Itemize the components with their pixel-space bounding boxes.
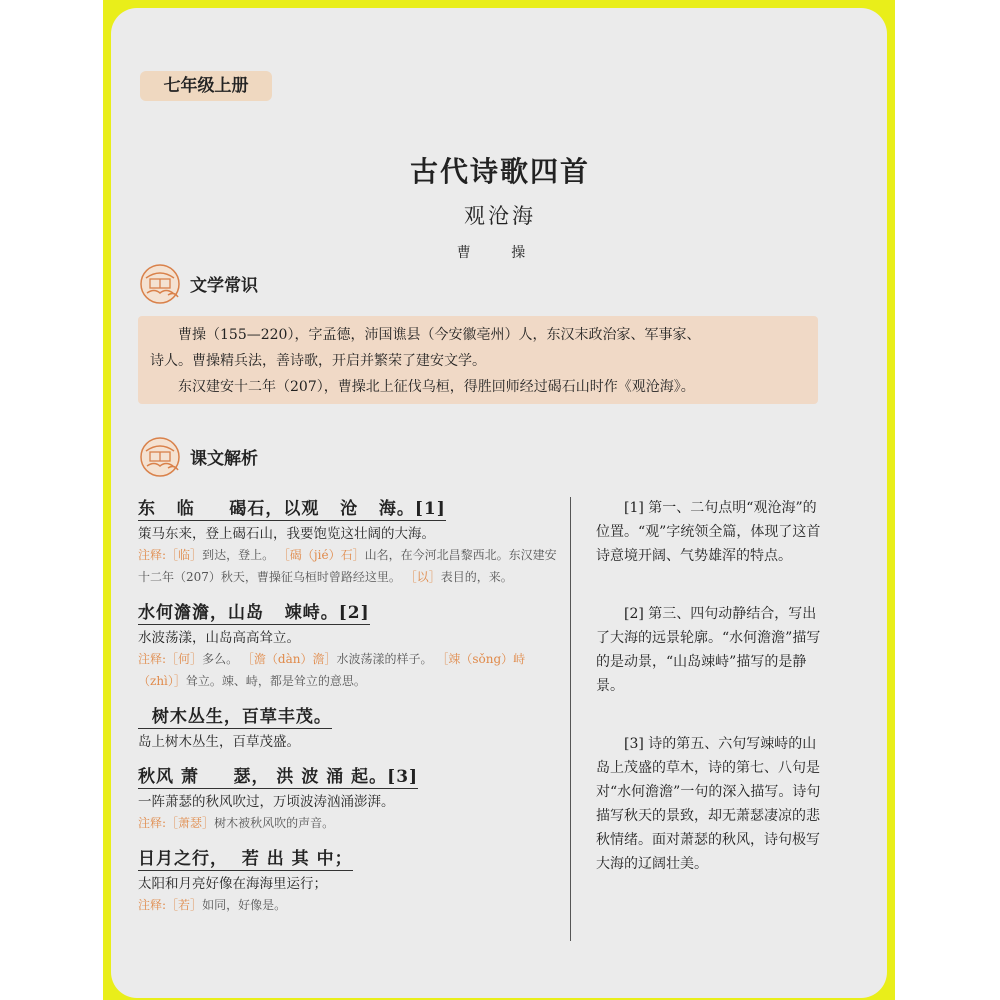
note-key: ［以］	[404, 570, 441, 584]
verse-translation: 太阳和月亮好像在海海里运行；	[138, 876, 327, 892]
note-key: ［萧瑟］	[166, 816, 215, 830]
verse-translation: 水波荡漾，山岛高高耸立。	[138, 630, 300, 646]
section-literature-header	[138, 262, 438, 306]
literature-paragraph: 东汉建安十二年（207），曹操北上征伐乌桓，得胜回师经过碣石山时作《观沧海》。	[178, 379, 695, 395]
note-label: 注释:	[138, 898, 167, 912]
note-key: ［澹（dàn）澹］	[241, 652, 337, 666]
note-text: 水波荡漾的样子。	[336, 652, 433, 666]
section-analysis-label: 课文解析	[190, 449, 258, 469]
note-text: 如同，好像是。	[202, 898, 287, 912]
book-emblem-icon	[138, 262, 184, 306]
verse-line: 水何澹澹，山岛 竦峙。[2]	[138, 598, 370, 625]
note-text: 到达，登上。	[202, 548, 275, 562]
note-key: ［临］	[166, 548, 203, 562]
analysis-note: [1] 第一、二句点明“观沧海”的位置。“观”字统领全篇，体现了这首诗意境开阔、气势雄浑的特点。	[596, 500, 821, 564]
note-text: 表目的，来。	[440, 570, 513, 584]
section-analysis-header	[138, 435, 438, 479]
verse-block	[138, 494, 562, 588]
analysis-note: [2] 第三、四句动静结合，写出了大海的远景轮廓。“水何澹澹”描写的是动景，“山岛竦峙”描写的是静景。	[596, 606, 821, 694]
note-text: 树木被秋风吹的声音。	[214, 816, 335, 830]
literature-paragraph: 诗人。曹操精兵法，善诗歌，开启并繁荣了建安文学。	[150, 353, 486, 369]
verse-block	[138, 598, 562, 692]
note-text: 多么。	[202, 652, 239, 666]
verse-block	[138, 702, 562, 752]
note-text: 山名，在今河北昌黎西北。东汉建安十二年（207）秋天，曹操征乌桓时曾路经这里。	[138, 548, 557, 584]
verse-line: 秋风 萧 瑟， 洪 波 涌 起。[3]	[138, 762, 418, 789]
grade-tag: 七年级上册	[140, 71, 272, 101]
poem-title: 观沧海	[464, 204, 536, 228]
note-label: 注释:	[138, 652, 167, 666]
verse-notes	[138, 648, 562, 692]
verses-column	[138, 494, 562, 926]
verse-line: 日月之行， 若 出 其 中；	[138, 844, 353, 871]
note-label: 注释:	[138, 816, 167, 830]
verse-translation: 策马东来，登上碣石山，我要饱览这壮阔的大海。	[138, 526, 435, 542]
verse-line: 东 临 碣石，以观 沧 海。[1]	[138, 494, 446, 521]
note-key: ［若］	[166, 898, 203, 912]
verse-line: 树木丛生，百草丰茂。	[138, 702, 332, 729]
page-title: 古代诗歌四首	[409, 155, 590, 188]
literature-info-box	[138, 316, 818, 404]
verse-block	[138, 762, 562, 834]
note-key: ［何］	[166, 652, 203, 666]
note-label: 注释:	[138, 548, 167, 562]
verse-block	[138, 844, 562, 916]
verse-notes	[138, 812, 562, 834]
poem-author: 曹 操	[456, 245, 544, 261]
analysis-column	[596, 496, 830, 910]
literature-paragraph: 曹操（155—220），字孟德，沛国谯县（今安徽亳州）人，东汉末政治家、军事家、	[178, 327, 701, 343]
note-text: 耸立。竦、峙，都是耸立的意思。	[185, 674, 366, 688]
note-key: ［碣（jié）石］	[277, 548, 365, 562]
verse-notes	[138, 894, 562, 916]
section-literature-label: 文学常识	[190, 276, 258, 296]
analysis-note: [3] 诗的第五、六句写竦峙的山岛上茂盛的草木，诗的第七、八句是对“水何澹澹”一句的深入描写。诗句描写秋天的景致，却无萧瑟凄凉的悲秋情绪。面对萧瑟的秋风，诗句极写大海的辽阔壮美。	[596, 736, 821, 872]
verse-translation: 岛上树木丛生，百草茂盛。	[138, 734, 300, 750]
verse-translation: 一阵萧瑟的秋风吹过，万顷波涛汹涌澎湃。	[138, 794, 395, 810]
note-key: ［竦（sǒng）峙（zhì）］	[138, 652, 526, 688]
book-emblem-icon	[138, 435, 184, 479]
verse-notes	[138, 544, 562, 588]
column-divider	[570, 497, 571, 941]
